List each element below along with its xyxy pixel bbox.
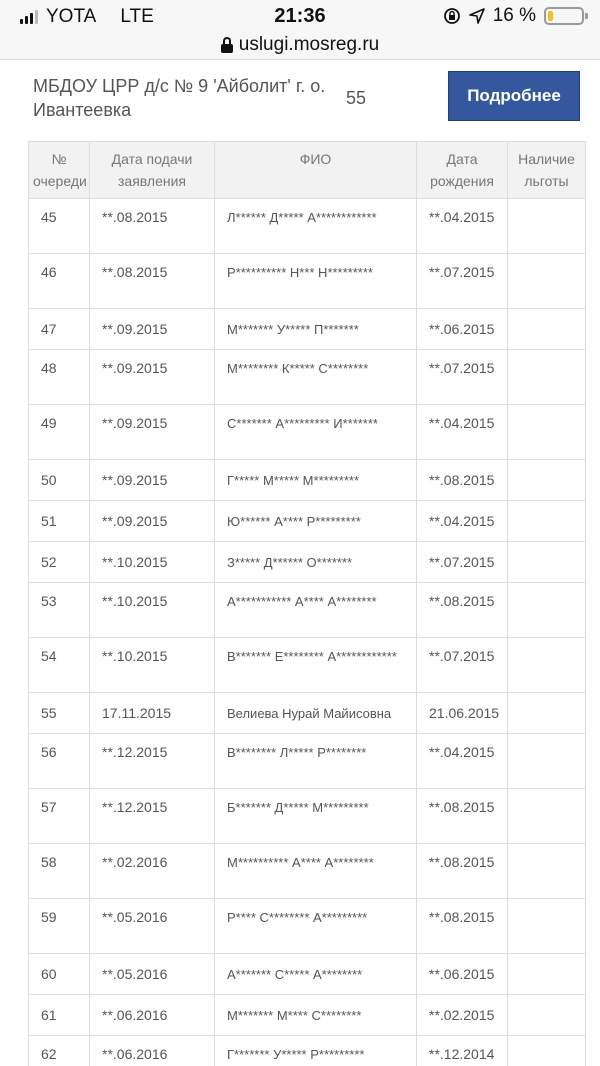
birth-date-cell: **.06.2015: [417, 954, 508, 995]
full-name-cell: М********** А**** А********: [215, 844, 417, 899]
full-name-cell: Г***** М***** М*********: [215, 460, 417, 501]
benefit-cell: [508, 542, 586, 583]
table-row: [29, 583, 586, 638]
table-row: [29, 542, 586, 583]
table-row: [29, 954, 586, 995]
full-name-cell: Р**** С******** А*********: [215, 899, 417, 954]
table-row: [29, 254, 586, 309]
queue-number-cell: 62: [29, 1036, 90, 1066]
queue-number-cell: 50: [29, 460, 90, 501]
table-header-row: [29, 142, 586, 199]
application-date-cell: **.06.2016: [90, 1036, 215, 1066]
application-date-cell: **.10.2015: [90, 542, 215, 583]
table-row: [29, 899, 586, 954]
benefit-cell: [508, 405, 586, 460]
table-row: [29, 350, 586, 405]
url-domain: uslugi.mosreg.ru: [238, 33, 380, 55]
queue-number-cell: 53: [29, 583, 90, 638]
column-header-benefit: Наличие льготы: [508, 142, 586, 199]
birth-date-cell: **.02.2015: [417, 995, 508, 1036]
table-row: [29, 309, 586, 350]
table-row: [29, 405, 586, 460]
application-date-cell: **.12.2015: [90, 734, 215, 789]
status-right: [443, 5, 584, 27]
full-name-cell: Велиева Нурай Майисовна: [215, 693, 417, 734]
full-name-cell: Б******* Д***** М*********: [215, 789, 417, 844]
queue-number-cell: 47: [29, 309, 90, 350]
orientation-lock-icon: [443, 7, 461, 25]
queue-place: 55: [346, 88, 367, 108]
application-date-cell: **.09.2015: [90, 309, 215, 350]
application-date-cell: **.05.2016: [90, 954, 215, 995]
application-date-cell: **.06.2016: [90, 995, 215, 1036]
benefit-cell: [508, 693, 586, 734]
table-row: [29, 501, 586, 542]
carrier-name: YOTA: [46, 6, 97, 27]
full-name-cell: Ю****** А**** Р*********: [215, 501, 417, 542]
application-date-cell: **.02.2016: [90, 844, 215, 899]
benefit-cell: [508, 899, 586, 954]
column-header-application-date: Дата подачи заявления: [90, 142, 215, 199]
application-date-cell: **.08.2015: [90, 254, 215, 309]
table-row: [29, 460, 586, 501]
full-name-cell: З***** Д****** О*******: [215, 542, 417, 583]
table-row: [29, 789, 586, 844]
kindergarten-header: [0, 68, 600, 130]
benefit-cell: [508, 638, 586, 693]
benefit-cell: [508, 1036, 586, 1066]
benefit-cell: [508, 254, 586, 309]
battery-icon: [544, 7, 584, 25]
birth-date-cell: **.08.2015: [417, 583, 508, 638]
application-date-cell: **.09.2015: [90, 501, 215, 542]
full-name-cell: М******* М**** С********: [215, 995, 417, 1036]
location-arrow-icon: [469, 8, 485, 24]
full-name-cell: В******** Л***** Р********: [215, 734, 417, 789]
queue-number-cell: 51: [29, 501, 90, 542]
queue-number-cell: 55: [29, 693, 90, 734]
benefit-cell: [508, 844, 586, 899]
benefit-cell: [508, 309, 586, 350]
queue-number-cell: 48: [29, 350, 90, 405]
application-date-cell: **.12.2015: [90, 789, 215, 844]
benefit-cell: [508, 995, 586, 1036]
benefit-cell: [508, 734, 586, 789]
battery-percent: 16 %: [492, 5, 536, 26]
table-row: [29, 693, 586, 734]
birth-date-cell: **.06.2015: [417, 309, 508, 350]
queue-number-cell: 54: [29, 638, 90, 693]
full-name-cell: С******* А********* И*******: [215, 405, 417, 460]
benefit-cell: [508, 350, 586, 405]
benefit-cell: [508, 954, 586, 995]
birth-date-cell: **.07.2015: [417, 350, 508, 405]
queue-number-cell: 58: [29, 844, 90, 899]
birth-date-cell: **.07.2015: [417, 542, 508, 583]
benefit-cell: [508, 199, 586, 254]
address-bar[interactable]: [0, 30, 600, 60]
table-row: [29, 199, 586, 254]
benefit-cell: [508, 583, 586, 638]
org-name: МБДОУ ЦРР д/с № 9 'Айболит' г. о. Ивантеевка: [33, 76, 326, 120]
application-date-cell: **.09.2015: [90, 350, 215, 405]
full-name-cell: Л****** Д***** А************: [215, 199, 417, 254]
queue-number-cell: 52: [29, 542, 90, 583]
birth-date-cell: **.04.2015: [417, 501, 508, 542]
application-date-cell: 17.11.2015: [90, 693, 215, 734]
status-bar: [0, 0, 600, 30]
column-header-queue-number: № очереди: [29, 142, 90, 199]
birth-date-cell: **.04.2015: [417, 199, 508, 254]
benefit-cell: [508, 460, 586, 501]
queue-number-cell: 57: [29, 789, 90, 844]
column-header-full-name: ФИО: [215, 142, 417, 199]
full-name-cell: Р********** Н*** Н*********: [215, 254, 417, 309]
network-type: LTE: [120, 6, 154, 27]
application-date-cell: **.09.2015: [90, 405, 215, 460]
table-row: [29, 638, 586, 693]
birth-date-cell: **.07.2015: [417, 254, 508, 309]
birth-date-cell: **.08.2015: [417, 899, 508, 954]
birth-date-cell: **.04.2015: [417, 734, 508, 789]
full-name-cell: М******* У***** П*******: [215, 309, 417, 350]
application-date-cell: **.05.2016: [90, 899, 215, 954]
birth-date-cell: **.07.2015: [417, 638, 508, 693]
birth-date-cell: **.04.2015: [417, 405, 508, 460]
table-row: [29, 734, 586, 789]
benefit-cell: [508, 789, 586, 844]
queue-number-cell: 56: [29, 734, 90, 789]
queue-number-cell: 59: [29, 899, 90, 954]
queue-number-cell: 45: [29, 199, 90, 254]
table-row: [29, 995, 586, 1036]
table-row: [29, 1036, 586, 1066]
full-name-cell: М******** К***** С********: [215, 350, 417, 405]
full-name-cell: В******* Е******** А************: [215, 638, 417, 693]
queue-number-cell: 61: [29, 995, 90, 1036]
birth-date-cell: **.08.2015: [417, 460, 508, 501]
full-name-cell: А******* С***** А********: [215, 954, 417, 995]
queue-number-cell: 49: [29, 405, 90, 460]
queue-number-cell: 60: [29, 954, 90, 995]
full-name-cell: Г******* У***** Р*********: [215, 1036, 417, 1066]
clock: 21:36: [274, 5, 326, 27]
birth-date-cell: 21.06.2015: [417, 693, 508, 734]
birth-date-cell: **.08.2015: [417, 789, 508, 844]
column-header-birth-date: Дата рождения: [417, 142, 508, 199]
table-row: [29, 844, 586, 899]
birth-date-cell: **.08.2015: [417, 844, 508, 899]
application-date-cell: **.10.2015: [90, 583, 215, 638]
details-button[interactable]: Подробнее: [448, 71, 580, 121]
benefit-cell: [508, 501, 586, 542]
application-date-cell: **.09.2015: [90, 460, 215, 501]
application-date-cell: **.10.2015: [90, 638, 215, 693]
application-date-cell: **.08.2015: [90, 199, 215, 254]
full-name-cell: А*********** А**** А********: [215, 583, 417, 638]
queue-number-cell: 46: [29, 254, 90, 309]
lock-icon: [221, 37, 233, 53]
birth-date-cell: **.12.2014: [417, 1036, 508, 1066]
queue-table: [28, 141, 586, 1066]
